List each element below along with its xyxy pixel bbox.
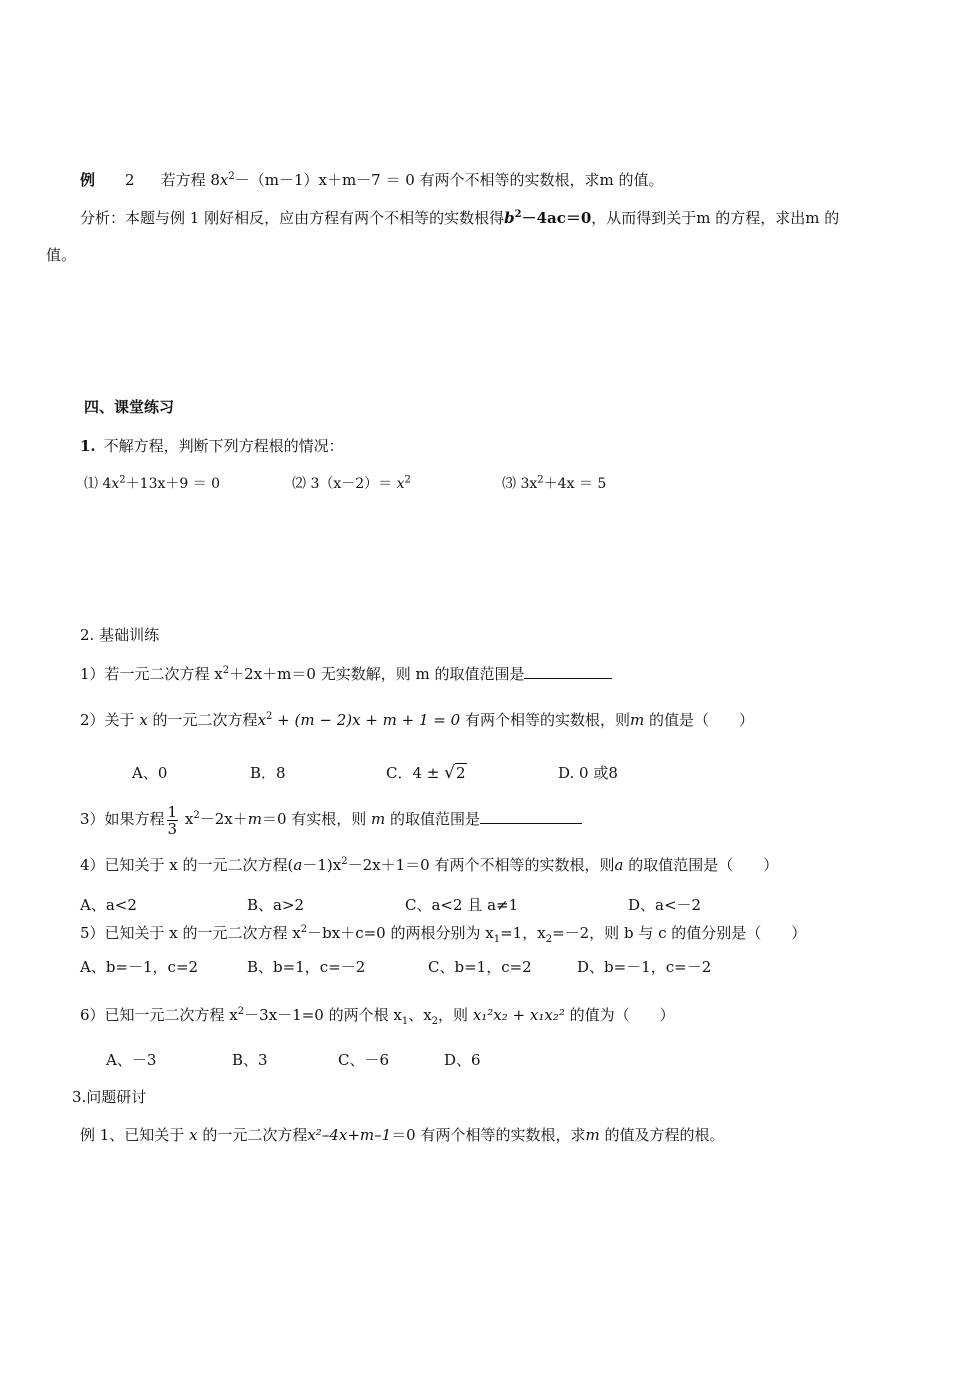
q4-option-c[interactable]: C、a<2 且 a≠1 bbox=[405, 896, 519, 914]
q5-option-d[interactable]: D、b=－1，c=－2 bbox=[577, 958, 712, 976]
q2-option-a[interactable]: A、0 bbox=[132, 764, 168, 782]
example-label: 例 bbox=[80, 171, 96, 189]
exercise1-item-1: ⑴ $4x^2+13x+9 = 0$ bbox=[84, 474, 221, 492]
q2-option-c[interactable]: C．4 ± √2 bbox=[386, 763, 466, 783]
q4-option-b[interactable]: B、a>2 bbox=[247, 896, 305, 914]
analysis-continuation: 值。 bbox=[46, 246, 77, 264]
question-3: 3）如果方程 $\frac{1}{3}$ $x^2-2x+m=0$ 有实根，则 m 的取值范围是 bbox=[80, 801, 582, 837]
exercise1-item-3: ⑶ $3x^2+4x = 5$ bbox=[502, 474, 607, 492]
answer-blank[interactable] bbox=[524, 664, 612, 679]
research-example-1: 例 1、已知关于 x 的一元二次方程x²–4x+m–1＝0 有两个相等的实数根，求m 的值及方程的根。 bbox=[80, 1126, 725, 1144]
analysis-text: 分析：本题与例 1 刚好相反，应由方程有两个不相等的实数根得$b^2-4ac=0$，从而得到关于m 的方程，求出m 的 bbox=[80, 209, 840, 227]
question-6: 6）已知一元二次方程 $x^2-3x-1=0$ 的两个根 $x_1$、$x_2$，则 x₁²x₂ + x₁x₂² 的值为（ ） bbox=[80, 1006, 675, 1027]
q2-option-b[interactable]: B．8 bbox=[250, 764, 286, 782]
q2-option-d[interactable]: D. 0 或8 bbox=[558, 764, 618, 782]
q6-option-b[interactable]: B、3 bbox=[232, 1051, 268, 1069]
q6-option-c[interactable]: C、－6 bbox=[338, 1051, 390, 1069]
answer-blank[interactable] bbox=[480, 809, 582, 824]
research-title: 3.问题研讨 bbox=[72, 1088, 147, 1106]
q4-option-d[interactable]: D、a<－2 bbox=[628, 896, 702, 914]
q6-option-d[interactable]: D、6 bbox=[444, 1051, 481, 1069]
question-4: 4）已知关于 x 的一元二次方程$(a-1)x^2-2x+1=0$ 有两个不相等的实数根，则a 的取值范围是（ ） bbox=[80, 856, 779, 874]
basic-title: 2. 基础训练 bbox=[80, 626, 160, 644]
q6-option-a[interactable]: A、－3 bbox=[106, 1051, 157, 1069]
q5-option-c[interactable]: C、b=1，c=2 bbox=[428, 958, 532, 976]
section-title: 四、课堂练习 bbox=[84, 398, 175, 416]
exercise1-item-2: ⑵ $3(x-2)= x^2$ bbox=[292, 474, 411, 492]
question-5: 5）已知关于 x 的一元二次方程 $x^2-bx+c=0$ 的两根分别为 $x_1=1$，$x_2=-2$，则 b 与 c 的值分别是（ ） bbox=[80, 924, 807, 945]
q4-option-a[interactable]: A、a<2 bbox=[80, 896, 137, 914]
question-2: 2）关于 x 的一元二次方程$x^2 + (m - 2)x + m + 1 = 0$ 有两个相等的实数根，则m 的值是（ ） bbox=[80, 711, 754, 729]
example-number: 2 bbox=[125, 171, 135, 189]
q5-option-b[interactable]: B、b=1，c=－2 bbox=[247, 958, 366, 976]
exercise1-prompt: 1. 不解方程，判断下列方程根的情况： bbox=[80, 437, 344, 455]
q5-option-a[interactable]: A、b=－1，c=2 bbox=[80, 958, 199, 976]
question-1: 1）若一元二次方程 $x^2+2x+m=0$ 无实数解，则 m 的取值范围是 bbox=[80, 664, 612, 684]
fraction: $\frac{1}{3}$ bbox=[167, 802, 178, 838]
example2-statement: 例 2 若方程 $8x^2-(m-1)x+m-7 = 0$ 有两个不相等的实数根，求m 的值。 bbox=[80, 171, 664, 189]
